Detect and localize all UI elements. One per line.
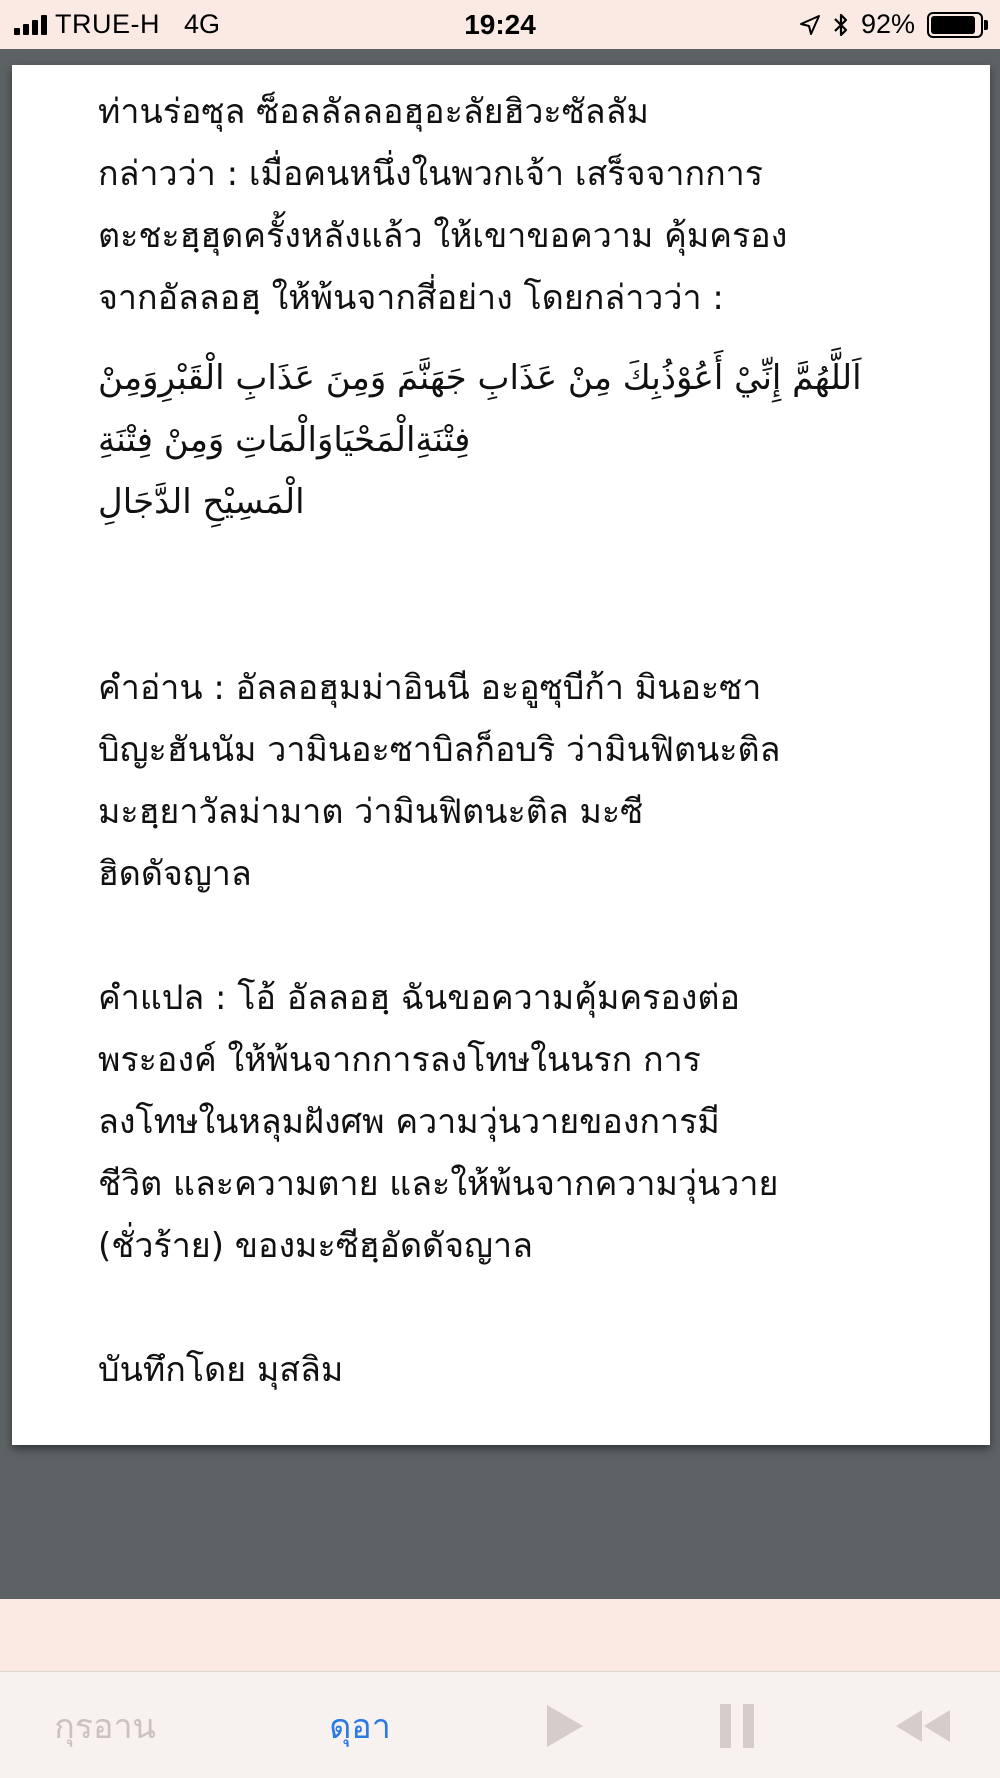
bluetooth-icon bbox=[833, 12, 849, 38]
location-arrow-icon bbox=[799, 14, 821, 36]
translation-line: ลงโทษในหลุมฝังศพ ความวุ่นวายของการมี bbox=[98, 1102, 720, 1142]
translation-paragraph bbox=[98, 967, 938, 1277]
arabic-text bbox=[98, 347, 938, 533]
tab-dua[interactable]: ดุอา bbox=[329, 1706, 391, 1747]
play-icon bbox=[543, 1701, 587, 1751]
intro-line: ตะชะฮฺฮุดครั้งหลังแล้ว ให้เขาขอความ คุ้มครอง bbox=[98, 216, 788, 256]
rewind-button[interactable] bbox=[888, 1672, 958, 1778]
content-area[interactable] bbox=[0, 49, 1000, 1599]
network-type: 4G bbox=[184, 9, 221, 39]
translation-line: ชีวิต และความตาย และให้พ้นจากความวุ่นวาย bbox=[98, 1164, 779, 1204]
intro-line: จากอัลลอฮฺ ให้พ้นจากสี่อย่าง โดยกล่าวว่า : bbox=[98, 278, 724, 318]
reading-line: ฮิดดัจญาล bbox=[98, 854, 252, 894]
pause-button[interactable] bbox=[712, 1672, 762, 1778]
arabic-line: اَللَّهُمَّ إِنِّيْ أَعُوْذُبِكَ مِنْ عَذَابِ جَهَنَّمَ وَمِنَ عَذَابِ الْقَبْرِوَمِنْ bbox=[98, 358, 862, 398]
translation-line: พระองค์ ให้พ้นจากการลงโทษในนรก การ bbox=[98, 1040, 701, 1080]
intro-line: ท่านร่อซุล ซ็อลลัลลอฮุอะลัยฮิวะซัลลัม bbox=[98, 92, 649, 132]
translation-line: (ชั่วร้าย) ของมะซีฮฺอัดดัจญาล bbox=[98, 1226, 533, 1266]
reading-line: บิญะฮันนัม วามินอะซาบิลก็อบริ ว่ามินฟิตนะติล bbox=[98, 730, 781, 770]
battery-percent: 92% bbox=[860, 9, 915, 39]
status-right bbox=[799, 0, 988, 49]
battery-icon bbox=[927, 12, 988, 38]
bottom-pane bbox=[0, 1599, 1000, 1671]
play-button[interactable] bbox=[535, 1672, 595, 1778]
rewind-icon bbox=[892, 1706, 954, 1746]
reading-paragraph bbox=[98, 657, 938, 905]
reading-line: คำอ่าน : อัลลอฮุมม่าอินนี อะอูซุบีก้า มินอะซา bbox=[98, 668, 762, 708]
status-time: 19:24 bbox=[464, 9, 536, 40]
source-reference: บันทึกโดย มุสลิม bbox=[98, 1350, 344, 1390]
status-bar bbox=[0, 0, 1000, 49]
pause-icon bbox=[718, 1701, 756, 1751]
intro-line: กล่าวว่า : เมื่อคนหนึ่งในพวกเจ้า เสร็จจากการ bbox=[98, 154, 764, 194]
carrier-name: TRUE-H bbox=[55, 9, 160, 39]
tab-quran[interactable]: กุรอาน bbox=[54, 1706, 156, 1747]
translation-line: คำแปล : โอ้ อัลลอฮฺ ฉันขอความคุ้มครองต่อ bbox=[98, 978, 740, 1018]
reading-line: มะฮฺยาวัลม่ามาต ว่ามินฟิตนะติล มะซี bbox=[98, 792, 644, 832]
dua-text bbox=[98, 81, 938, 1401]
dua-page[interactable] bbox=[12, 65, 990, 1445]
intro-paragraph bbox=[98, 81, 938, 329]
tab-bar bbox=[0, 1671, 1000, 1778]
arabic-line: فِتْنَةِالْمَحْيَاوَالْمَاتِ وَمِنْ فِتْنَةِ bbox=[98, 420, 471, 460]
arabic-line: الْمَسِيْحِ الدَّجَالِ bbox=[98, 482, 305, 522]
